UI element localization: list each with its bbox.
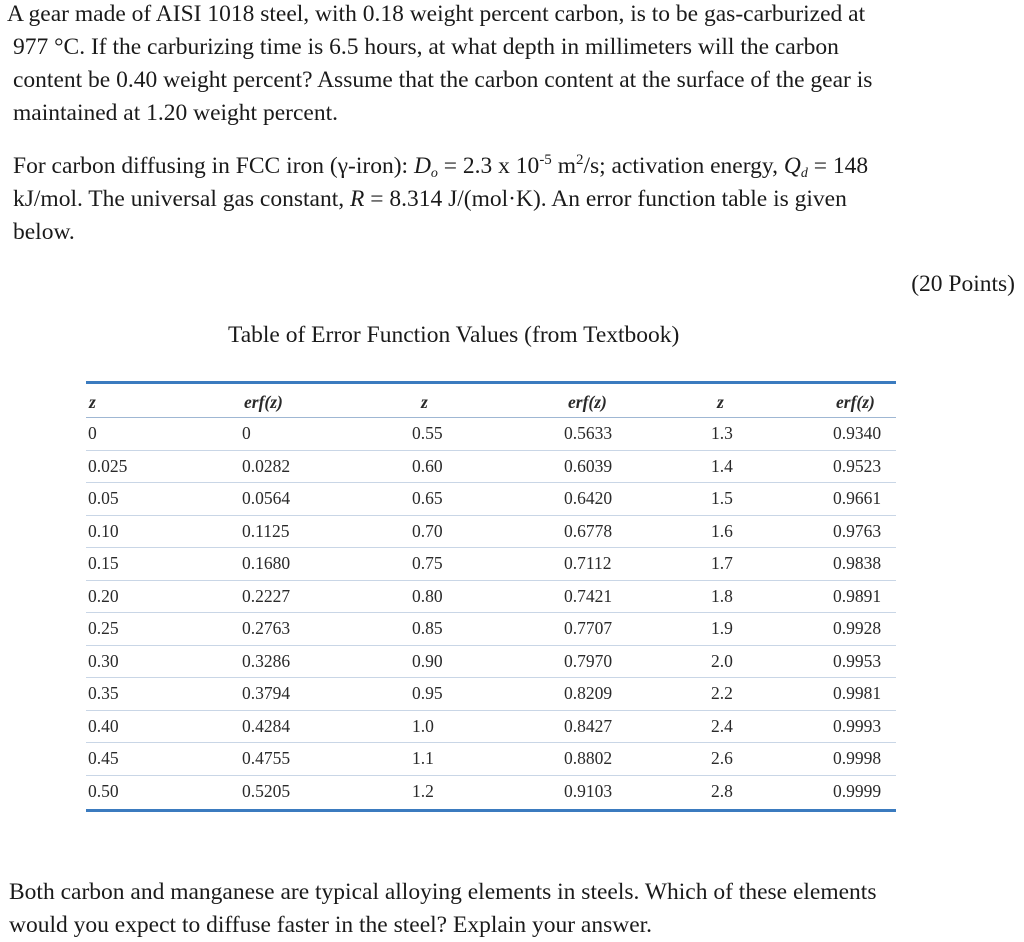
table-cell: 1.9 [711, 618, 733, 638]
table-cell: 0.9998 [833, 748, 882, 768]
table-row [86, 483, 896, 516]
table-cell: 0.2763 [242, 618, 291, 638]
table-cell: 0 [242, 423, 251, 443]
table-cell: 1.6 [711, 520, 733, 541]
table-cell: 0.9523 [833, 455, 882, 476]
problem-line-1: A gear made of AISI 1018 steel, with 0.18 weight percent carbon, is to be gas-carburized at [7, 1, 866, 27]
table-title: Table of Error Function Values (from Textbook) [228, 322, 680, 348]
given-line-2b: = 8.314 J/(mol·K). An error function table is given [364, 186, 847, 212]
table-cell: 0.9838 [833, 553, 882, 573]
d0-subscript: o [430, 166, 438, 181]
table-header-row [86, 384, 896, 418]
d0-symbol: D [413, 153, 431, 179]
given-line-3: below. [13, 219, 75, 245]
table-body [86, 418, 896, 807]
table-cell: 0.9661 [833, 488, 882, 508]
table-cell: 0.35 [88, 683, 119, 703]
given-line-2a: kJ/mol. The universal gas constant, [13, 186, 345, 212]
table-header-cell: z [421, 392, 428, 412]
table-row [86, 711, 896, 744]
problem-statement [7, 0, 1018, 130]
table-cell: 1.1 [412, 748, 434, 768]
table-cell: 0.8802 [564, 748, 613, 768]
table-cell: 0 [88, 423, 97, 443]
table-header-cell: z [89, 392, 96, 412]
table-cell: 1.8 [711, 585, 733, 606]
table-cell: 0.05 [88, 488, 119, 508]
table-row [86, 581, 896, 614]
table-cell: 0.75 [412, 553, 443, 573]
table-header-cell: erf(z) [836, 392, 875, 412]
problem-line-2: 977 °C. If the carburizing time is 6.5 hours, at what depth in millimeters will the carbon [13, 34, 839, 60]
table-cell: 0.95 [412, 683, 443, 703]
table-cell: 0.1125 [242, 520, 290, 541]
table-row [86, 613, 896, 646]
table-cell: 1.5 [711, 488, 733, 508]
table-cell: 0.4755 [242, 748, 291, 768]
table-cell: 1.3 [711, 423, 733, 443]
table-cell: 0.1680 [242, 553, 291, 573]
table-row [86, 516, 896, 549]
table-row [86, 776, 896, 808]
qd-subscript: d [800, 166, 808, 181]
given-intro: For carbon diffusing in FCC iron (γ-iron): [13, 153, 409, 179]
table-cell: 0.9993 [833, 715, 882, 736]
question-2-line-2: would you expect to diffuse faster in the steel? Explain your answer. [9, 912, 653, 938]
table-cell: 0.15 [88, 553, 119, 573]
table-header-cell: erf(z) [244, 392, 283, 412]
table-cell: 0.90 [412, 650, 443, 671]
d0-exponent: -5 [539, 152, 552, 168]
table-cell: 0.9999 [833, 780, 882, 801]
table-cell: 1.0 [412, 715, 434, 736]
table-cell: 0.55 [412, 423, 443, 443]
given-constants [13, 150, 1018, 249]
table-cell: 0.50 [88, 780, 119, 801]
table-cell: 0.8209 [564, 683, 613, 703]
d0-unit: m [551, 153, 576, 179]
problem-line-4: maintained at 1.20 weight percent. [13, 100, 338, 126]
table-cell: 1.4 [711, 455, 733, 476]
table-header-cell: erf(z) [568, 392, 607, 412]
table-cell: 0.20 [88, 585, 119, 606]
table-cell: 0.0282 [242, 455, 291, 476]
qd-value: = 148 [807, 153, 869, 179]
table-cell: 0.0564 [242, 488, 291, 508]
table-cell: 0.7970 [564, 650, 613, 671]
r-symbol: R [350, 186, 365, 212]
table-cell: 0.65 [412, 488, 443, 508]
table-cell: 0.025 [88, 455, 128, 476]
table-cell: 0.5633 [564, 423, 613, 443]
table-cell: 0.9953 [833, 650, 882, 671]
table-row [86, 548, 896, 581]
table-cell: 0.70 [412, 520, 443, 541]
question-2 [9, 876, 1019, 942]
table-cell: 0.45 [88, 748, 119, 768]
table-cell: 1.2 [412, 780, 434, 801]
table-cell: 1.7 [711, 553, 733, 573]
table-cell: 0.9103 [564, 780, 613, 801]
question-2-line-1: Both carbon and manganese are typical alloying elements in steels. Which of these elements [9, 879, 877, 905]
table-cell: 2.4 [711, 715, 733, 736]
table-cell: 0.9340 [833, 423, 882, 443]
problem-line-3: content be 0.40 weight percent? Assume that the carbon content at the surface of the gear is [13, 67, 873, 93]
table-cell: 0.6039 [564, 455, 613, 476]
table-cell: 0.5205 [242, 780, 291, 801]
table-cell: 0.25 [88, 618, 119, 638]
table-row [86, 743, 896, 776]
table-cell: 0.3286 [242, 650, 291, 671]
table-bottom-rule [86, 809, 896, 812]
table-row [86, 418, 896, 451]
table-cell: 2.0 [711, 650, 733, 671]
table-cell: 0.7112 [564, 553, 612, 573]
table-cell: 0.9981 [833, 683, 882, 703]
table-cell: 0.85 [412, 618, 443, 638]
table-row [86, 678, 896, 711]
qd-symbol: Q [783, 153, 801, 179]
table-cell: 0.8427 [564, 715, 613, 736]
error-function-table [86, 381, 896, 812]
table-cell: 0.6778 [564, 520, 613, 541]
table-cell: 0.9928 [833, 618, 882, 638]
table-cell: 0.6420 [564, 488, 613, 508]
table-cell: 0.2227 [242, 585, 291, 606]
table-cell: 0.80 [412, 585, 443, 606]
table-cell: 0.9763 [833, 520, 882, 541]
table-cell: 2.8 [711, 780, 733, 801]
table-row [86, 451, 896, 484]
d0-unit-tail: /s; activation energy, [583, 153, 778, 179]
table-header-cell: z [717, 392, 724, 412]
table-cell: 2.2 [711, 683, 733, 703]
d0-value: = 2.3 x 10 [437, 153, 540, 179]
table-cell: 0.60 [412, 455, 443, 476]
points-label: (20 Points) [911, 271, 1015, 297]
table-cell: 2.6 [711, 748, 733, 768]
table-cell: 0.10 [88, 520, 119, 541]
table-cell: 0.7707 [564, 618, 613, 638]
table-cell: 0.7421 [564, 585, 613, 606]
table-cell: 0.4284 [242, 715, 291, 736]
table-cell: 0.30 [88, 650, 119, 671]
table-cell: 0.40 [88, 715, 119, 736]
table-cell: 0.3794 [242, 683, 291, 703]
d0-unit-exponent: 2 [575, 152, 584, 168]
table-row [86, 646, 896, 679]
table-cell: 0.9891 [833, 585, 882, 606]
